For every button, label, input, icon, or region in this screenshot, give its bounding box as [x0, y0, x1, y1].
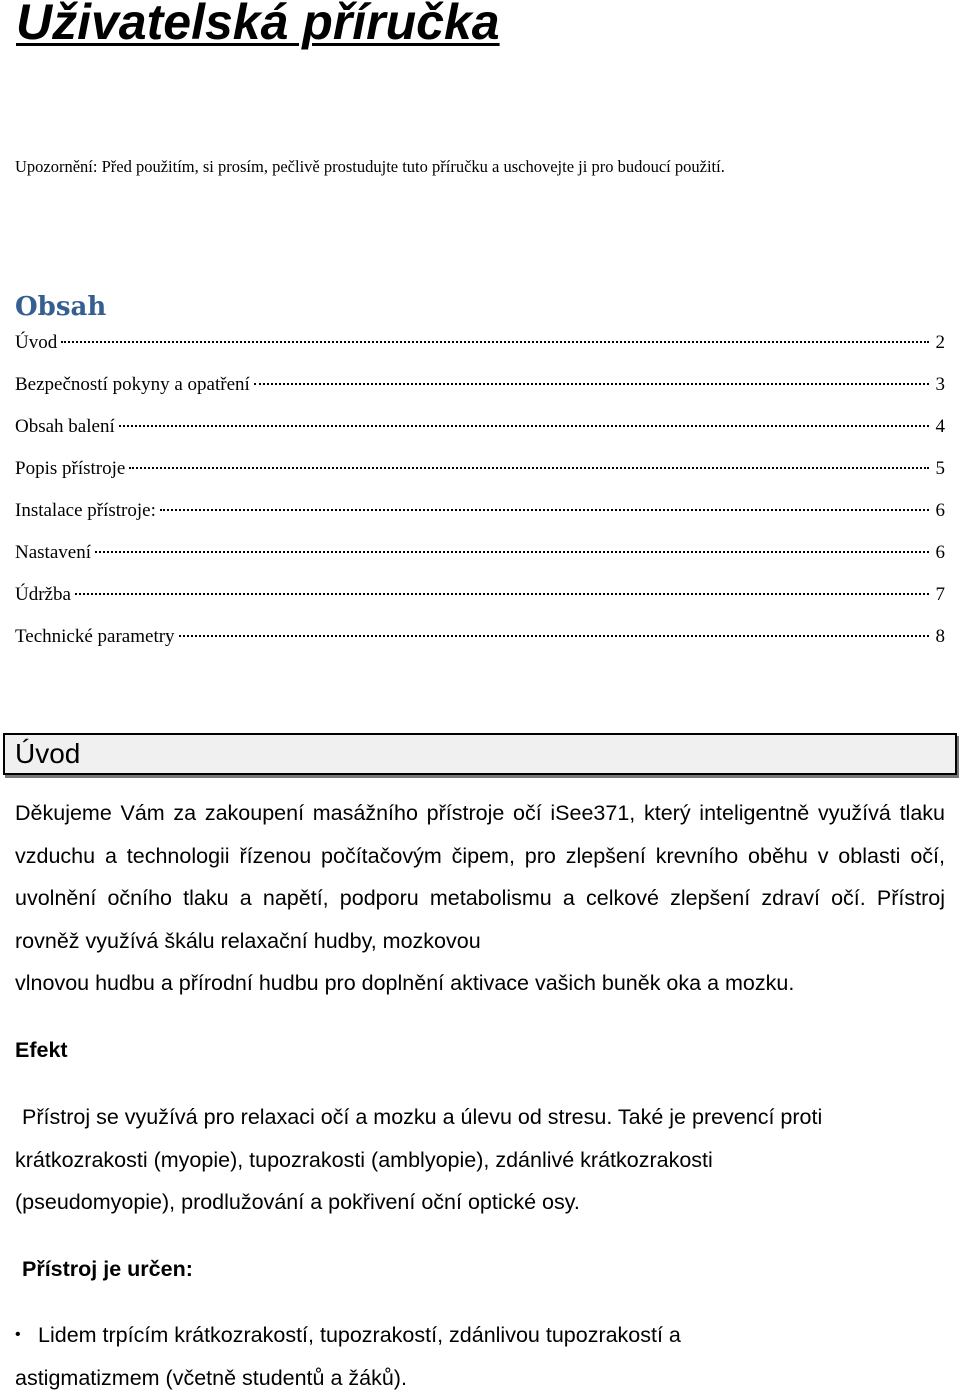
toc-entry[interactable]: [15, 412, 945, 454]
toc-entry[interactable]: [15, 580, 945, 622]
toc-leader-dots: [254, 383, 929, 385]
intended-use-heading: Přístroj je určen:: [22, 1254, 193, 1284]
toc-entry-label: Nastavení: [15, 538, 91, 568]
toc-entry[interactable]: [15, 328, 945, 370]
effect-paragraph: [15, 1096, 950, 1224]
list-item-line: Lidem trpícím krátkozrakostí, tupozrakostí, zdánlivou tupozrakostí a: [38, 1323, 681, 1347]
toc-entry-label: Bezpečností pokyny a opatření: [15, 370, 250, 400]
toc-entry[interactable]: [15, 454, 945, 496]
intro-paragraph: [15, 792, 945, 1005]
toc-entry[interactable]: [15, 370, 945, 412]
toc-entry-page: 6: [933, 538, 945, 568]
toc-entry[interactable]: [15, 622, 945, 664]
toc-entry-label: Údržba: [15, 580, 71, 610]
toc-entry[interactable]: [15, 538, 945, 580]
toc-leader-dots: [75, 593, 929, 595]
toc-entry-label: Úvod: [15, 328, 57, 358]
toc-entry-page: 7: [933, 580, 945, 610]
toc-leader-dots: [129, 467, 929, 469]
table-of-contents: [15, 328, 945, 664]
toc-entry[interactable]: [15, 496, 945, 538]
toc-leader-dots: [95, 551, 929, 553]
toc-entry-page: 4: [933, 412, 945, 442]
toc-leader-dots: [119, 425, 929, 427]
toc-leader-dots: [160, 509, 929, 511]
toc-leader-dots: [61, 341, 929, 343]
toc-heading: Obsah: [15, 289, 106, 325]
intended-use-list: [15, 1314, 945, 1399]
effect-line: krátkozrakosti (myopie), tupozrakosti (amblyopie), zdánlivé krátkozrakosti: [15, 1139, 950, 1182]
effect-line: Přístroj se využívá pro relaxaci očí a mozku a úlevu od stresu. Také je prevencí proti: [15, 1096, 950, 1139]
usage-warning: Upozornění: Před použitím, si prosím, pečlivě prostudujte tuto příručku a uschovejte ji pro budoucí použití.: [15, 155, 755, 179]
list-item-text: [38, 1314, 945, 1399]
toc-entry-label: Instalace přístroje:: [15, 496, 156, 526]
toc-entry-page: 2: [933, 328, 945, 358]
toc-leader-dots: [179, 635, 929, 637]
document-title: Uživatelská příručka: [16, 0, 500, 52]
bullet-icon: •: [15, 1314, 38, 1399]
toc-entry-label: Popis přístroje: [15, 454, 125, 484]
toc-entry-page: 6: [933, 496, 945, 526]
toc-entry-page: 5: [933, 454, 945, 484]
toc-entry-page: 8: [933, 622, 945, 652]
effect-heading: Efekt: [15, 1035, 68, 1065]
section-heading-box: [3, 733, 957, 775]
toc-entry-label: Obsah balení: [15, 412, 115, 442]
intro-text-end: vlnovou hudbu a přírodní hudbu pro doplnění aktivace vašich buněk oka a mozku.: [15, 962, 945, 1005]
effect-line: (pseudomyopie), prodlužování a pokřivení oční optické osy.: [15, 1181, 950, 1224]
toc-entry-label: Technické parametry: [15, 622, 175, 652]
list-item-line: astigmatizmem (včetně studentů a žáků).: [15, 1357, 945, 1399]
intro-text: Děkujeme Vám za zakoupení masážního přístroje očí iSee371, který inteligentně využívá tlaku vzduchu a technologii řízenou počítačovým čipem, pro zlepšení krevního oběhu v oblasti očí, uvolnění očního tlaku a napětí, podporu metabolismu a celkové zlepšení zdraví očí. Přístroj rovněž využívá škálu relaxační hudby, mozkovou: [15, 792, 945, 962]
list-item: [15, 1314, 945, 1399]
toc-entry-page: 3: [933, 370, 945, 400]
section-heading: Úvod: [5, 735, 955, 773]
